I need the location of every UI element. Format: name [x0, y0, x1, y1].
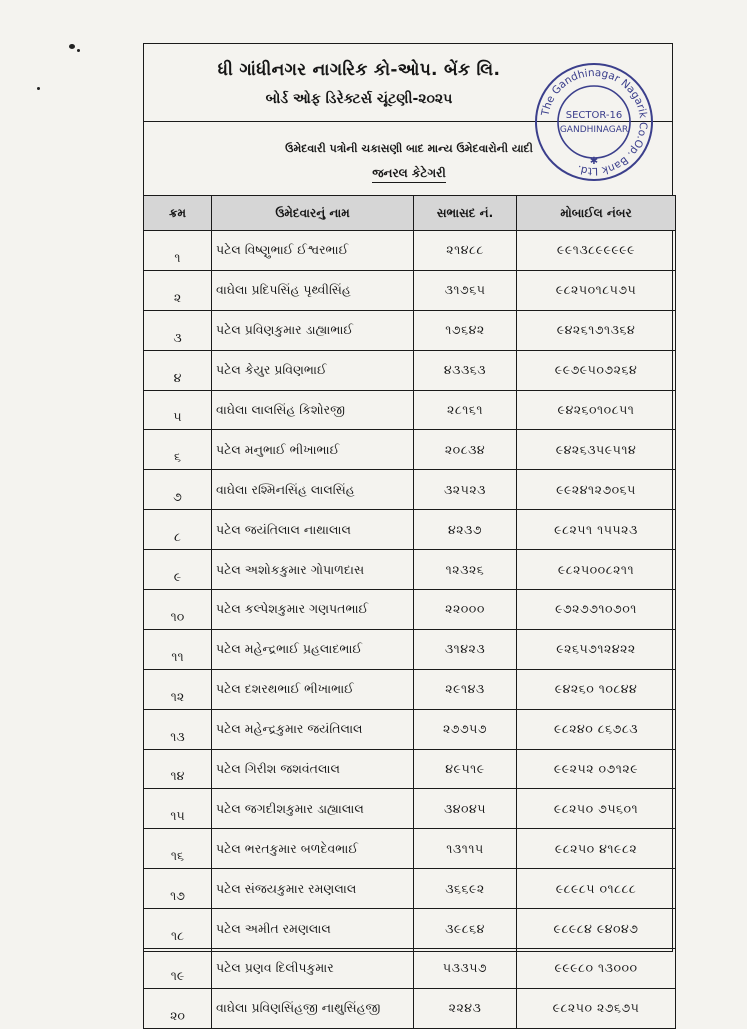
- stamp-inner-ring: [558, 86, 630, 158]
- cell-member-no: ૨૦૮૩૪: [414, 430, 517, 470]
- cell-mobile: ૯૭૨૭૭૧૦૭૦૧: [517, 590, 676, 630]
- cell-mobile: ૯૮૨૫૦ ૭૫૬૦૧: [517, 789, 676, 829]
- cell-mobile: ૯૪૨૬૦૧૦૮૫૧: [517, 390, 676, 430]
- table-row: [144, 430, 676, 470]
- cell-mobile: ૯૪૨૬૦ ૧૦૮૪૪: [517, 669, 676, 709]
- cell-member-no: ૪૩૩૬૩: [414, 350, 517, 390]
- cell-name: પટેલ કલ્પેશકુમાર ગણપતભાઈ: [212, 590, 414, 630]
- cell-serial: ૧૭: [144, 869, 212, 909]
- table-row: [144, 749, 676, 789]
- table-row: [144, 510, 676, 550]
- table-row: [144, 949, 676, 989]
- cell-mobile: ૯૯૨૪૧૨૭૦૬૫: [517, 470, 676, 510]
- cell-name: પટેલ પ્રણવ દિલીપકુમાર: [212, 949, 414, 989]
- cell-serial: ૧૧: [144, 629, 212, 669]
- stamp-star-icon: ✱: [589, 156, 599, 167]
- cell-serial: ૩: [144, 310, 212, 350]
- cell-serial: ૧૯: [144, 949, 212, 989]
- table-row: [144, 390, 676, 430]
- category-text: જનરલ કેટેગરી: [372, 166, 446, 183]
- cell-member-no: ૨૮૧૬૧: [414, 390, 517, 430]
- cell-mobile: ૯૮૨૫૦૦૮૨૧૧: [517, 550, 676, 590]
- cell-member-no: ૨૭૭૫૭: [414, 709, 517, 749]
- scan-speck: [77, 49, 80, 52]
- table-row: [144, 909, 676, 949]
- cell-mobile: ૯૯૧૩૮૯૯૯૯૯: [517, 231, 676, 271]
- scan-speck: [69, 44, 75, 49]
- table-row: [144, 709, 676, 749]
- header-member-no: સભાસદ નં.: [414, 196, 517, 231]
- cell-mobile: ૯૮૨૫૧ ૧૫૫૨૩: [517, 510, 676, 550]
- cell-serial: ૬: [144, 430, 212, 470]
- cell-name: પટેલ જગદીશકુમાર ડાહ્યાલાલ: [212, 789, 414, 829]
- cell-serial: ૪: [144, 350, 212, 390]
- cell-name: પટેલ ગિરીશ જશવંતલાલ: [212, 749, 414, 789]
- table-header-row: [144, 196, 676, 231]
- cell-member-no: ૨૨૪૩: [414, 988, 517, 1028]
- cell-serial: ૯: [144, 550, 212, 590]
- cell-name: પટેલ મનુભાઈ ભીખાભાઈ: [212, 430, 414, 470]
- bank-title: ધી ગાંધીનગર નાગરિક કો-ઓપ. બેંક લિ.: [217, 60, 501, 80]
- cell-serial: ૮: [144, 510, 212, 550]
- cell-serial: ૧૬: [144, 829, 212, 869]
- stamp-ring-textpath: The Gandhinagar Nagarik Co.Op. Bank Ltd.: [539, 66, 650, 178]
- scan-speck: [37, 87, 40, 90]
- cell-mobile: ૯૮૨૫૦ ૨૭૬૭૫: [517, 988, 676, 1028]
- table-row: [144, 829, 676, 869]
- header-name: ઉમેદવારનું નામ: [212, 196, 414, 231]
- cell-serial: ૧૮: [144, 909, 212, 949]
- cell-member-no: ૫૩૩૫૭: [414, 949, 517, 989]
- cell-serial: ૧૫: [144, 789, 212, 829]
- table-row: [144, 869, 676, 909]
- cell-member-no: ૩૧૪૨૩: [414, 629, 517, 669]
- cell-member-no: ૨૧૪૮૮: [414, 231, 517, 271]
- cell-member-no: ૩૬૬૯૨: [414, 869, 517, 909]
- table-row: [144, 988, 676, 1028]
- header-serial: ક્રમ: [144, 196, 212, 231]
- cell-name: પટેલ દશરથભાઈ ભીખાભાઈ: [212, 669, 414, 709]
- cell-member-no: ૧૩૧૧૫: [414, 829, 517, 869]
- table-row: [144, 669, 676, 709]
- cell-name: પટેલ સંજયકુમાર રમણલાલ: [212, 869, 414, 909]
- table-row: [144, 629, 676, 669]
- cell-serial: ૧૩: [144, 709, 212, 749]
- cell-serial: ૧૪: [144, 749, 212, 789]
- cell-member-no: ૩૯૮૬૪: [414, 909, 517, 949]
- cell-mobile: ૯૮૨૪૦ ૮૬૭૮૩: [517, 709, 676, 749]
- cell-mobile: ૯૮૯૮૫ ૦૧૮૮૮: [517, 869, 676, 909]
- table-row: [144, 270, 676, 310]
- notice-text: ઉમેદવારી પત્રોની ચકાસણી બાદ માન્ય ઉમેદવારોની યાદી: [285, 142, 533, 155]
- cell-member-no: ૪૨૩૭: [414, 510, 517, 550]
- stamp-line2: GANDHINAGAR: [559, 125, 629, 135]
- stamp-line1: SECTOR-16: [565, 110, 623, 121]
- cell-member-no: ૩૪૦૪૫: [414, 789, 517, 829]
- cell-member-no: ૩૨૫૨૩: [414, 470, 517, 510]
- table-row: [144, 590, 676, 630]
- cell-name: પટેલ પ્રવિણકુમાર ડાહ્યાભાઈ: [212, 310, 414, 350]
- table-row: [144, 550, 676, 590]
- table-row: [144, 470, 676, 510]
- cell-name: વાઘેલા પ્રવિણસિંહજી નાથુસિંહજી: [212, 988, 414, 1028]
- header-mobile: મોબાઈલ નંબર: [517, 196, 676, 231]
- cell-name: પટેલ કેયુર પ્રવિણભાઈ: [212, 350, 414, 390]
- cell-member-no: ૧૨૩૨૬: [414, 550, 517, 590]
- cell-name: વાઘેલા પ્રદિપસિંહ પૃથ્વીસિંહ: [212, 270, 414, 310]
- cell-member-no: ૩૧૭૬૫: [414, 270, 517, 310]
- cell-mobile: ૯૮૯૮૪ ૯૪૦૪૭: [517, 909, 676, 949]
- cell-mobile: ૯૮૨૫૦ ૪૧૯૮૨: [517, 829, 676, 869]
- cell-name: પટેલ મહેન્દ્રભાઈ પ્રહલાદભાઈ: [212, 629, 414, 669]
- table-row: [144, 350, 676, 390]
- cell-name: પટેલ મહેન્દ્રકુમાર જયંતિલાલ: [212, 709, 414, 749]
- cell-mobile: ૯૪૨૬૧૭૧૩૬૪: [517, 310, 676, 350]
- cell-mobile: ૯૯૨૫૨ ૦૭૧૨૯: [517, 749, 676, 789]
- election-subtitle: બોર્ડ ઓફ ડિરેક્ટર્સ ચૂંટણી-૨૦૨૫: [265, 91, 453, 107]
- candidates-table: [143, 195, 676, 1029]
- table-row: [144, 231, 676, 271]
- cell-member-no: ૪૯૫૧૯: [414, 749, 517, 789]
- table-row: [144, 789, 676, 829]
- cell-name: વાઘેલા લાલસિંહ કિશોરજી: [212, 390, 414, 430]
- cell-name: વાઘેલા રશ્મિનસિંહ લાલસિંહ: [212, 470, 414, 510]
- cell-mobile: ૯૮૨૫૦૧૮૫૭૫: [517, 270, 676, 310]
- cell-mobile: ૯૯૯૮૦ ૧૩૦૦૦: [517, 949, 676, 989]
- cell-name: પટેલ અશોકકુમાર ગોપાળદાસ: [212, 550, 414, 590]
- cell-serial: ૧૨: [144, 669, 212, 709]
- cell-serial: ૨: [144, 270, 212, 310]
- cell-serial: ૧: [144, 231, 212, 271]
- cell-member-no: ૨૯૧૪૩: [414, 669, 517, 709]
- cell-serial: ૧૦: [144, 590, 212, 630]
- cell-serial: ૭: [144, 470, 212, 510]
- cell-name: પટેલ વિષ્ણુભાઈ ઈશ્વરભાઈ: [212, 231, 414, 271]
- cell-member-no: ૧૭૬૪૨: [414, 310, 517, 350]
- cell-member-no: ૨૨૦૦૦: [414, 590, 517, 630]
- cell-serial: ૫: [144, 390, 212, 430]
- cell-serial: ૨૦: [144, 988, 212, 1028]
- cell-name: પટેલ અમીત રમણલાલ: [212, 909, 414, 949]
- bank-seal-stamp: [532, 60, 656, 184]
- table-row: [144, 310, 676, 350]
- cell-name: પટેલ ભરતકુમાર બળદેવભાઈ: [212, 829, 414, 869]
- cell-mobile: ૯૨૬૫૭૧૨૪૨૨: [517, 629, 676, 669]
- cell-mobile: ૯૪૨૬૩૫૯૫૧૪: [517, 430, 676, 470]
- cell-mobile: ૯૯૭૯૫૦૭૨૬૪: [517, 350, 676, 390]
- cell-name: પટેલ જયંતિલાલ નાથાલાલ: [212, 510, 414, 550]
